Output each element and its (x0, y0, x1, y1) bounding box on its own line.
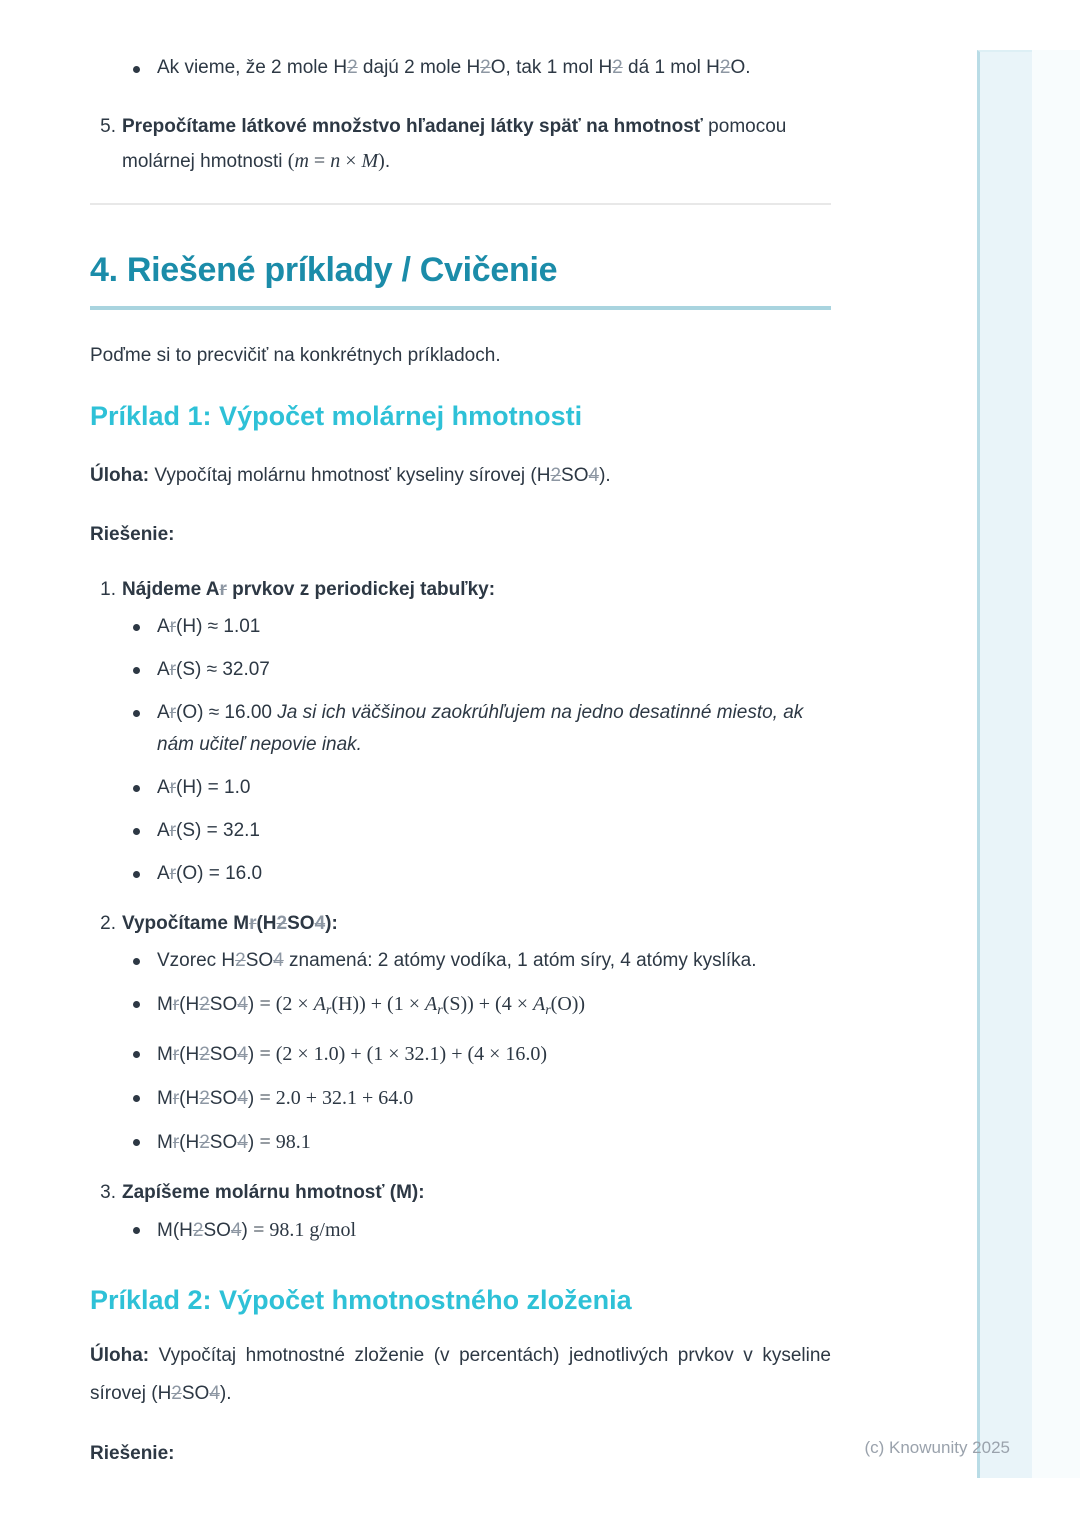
list-item-text: Mr(H2SO4) = (2 × 1.0) + (1 × 32.1) + (4 × 16.0) (157, 1043, 548, 1065)
example1-task: Úloha: Vypočítaj molárnu hmotnosť kyseliny sírovej (H2SO4). (90, 465, 611, 486)
list-item (122, 858, 831, 890)
list-item-text: M(H2SO4) = 98.1 g/mol (157, 1219, 357, 1241)
list-item-text: Mr(H2SO4) = 98.1 (157, 1131, 311, 1153)
list-item (122, 1126, 831, 1159)
list-item (122, 697, 831, 761)
copyright-watermark: (c) Knowunity 2025 (864, 1438, 1010, 1457)
list-item-text: Ar(S) = 32.1 (157, 820, 260, 841)
section-divider (90, 203, 831, 205)
list-item-text: Ar(H) = 1.0 (157, 777, 251, 798)
example2-solution-label: Riešenie: (90, 1443, 175, 1464)
list-item (122, 1082, 831, 1115)
step-title: Vypočítame Mr(H2SO4): (122, 913, 338, 934)
numbered-item-5 (90, 109, 831, 179)
step3-bullet-list (122, 1214, 831, 1247)
intro-paragraph: Poďme si to precvičiť na konkrétnych príkladoch. (90, 345, 501, 366)
list-item (122, 988, 831, 1027)
list-number: 2. (100, 913, 116, 934)
list-item-text: Ak vieme, že 2 mole H2 dajú 2 mole H2O, tak 1 mol H2 dá 1 mol H2O. (157, 57, 751, 78)
list-item (122, 815, 831, 847)
intro-bullet-list (122, 53, 831, 83)
example1-solution-label: Riešenie: (90, 524, 175, 545)
next-page-preview-band (977, 50, 1032, 1478)
list-item-text: Ar(O) = 16.0 (157, 863, 263, 884)
example2-task: Úloha: Vypočítaj hmotnostné zloženie (v percentách) jednotlivých prvkov v kyseline sírovej (H2SO4). (90, 1345, 831, 1404)
list-item (122, 611, 831, 643)
step-title: Nájdeme Ar prvkov z periodickej tabuľky: (122, 579, 496, 600)
solution-step-3 (90, 1178, 831, 1258)
list-number: 5. (100, 116, 116, 137)
list-item-text: Ar(H) ≈ 1.01 (157, 616, 261, 637)
solution-step-1 (90, 575, 831, 901)
list-number: 3. (100, 1182, 116, 1203)
list-item (122, 654, 831, 686)
solution-step-2 (90, 909, 831, 1170)
list-item-text: Mr(H2SO4) = 2.0 + 32.1 + 64.0 (157, 1087, 414, 1109)
step-title: Zapíšeme molárnu hmotnosť (M): (122, 1182, 425, 1203)
numbered-item-text: Prepočítame látkové množstvo hľadanej látky späť na hmotnosť pomocou molárnej hmotnosti (m = n × M). (122, 116, 787, 172)
document-content (90, 0, 831, 1469)
list-item (122, 53, 831, 83)
list-item (122, 772, 831, 804)
list-item-text: Ar(S) ≈ 32.07 (157, 659, 270, 680)
list-item-text: Ar(O) ≈ 16.00 Ja si ich väčšinou zaokrúhľujem na jedno desatinné miesto, ak nám učiteľ nepovie inak. (157, 702, 804, 755)
step2-bullet-list (122, 945, 831, 1159)
example2-heading: Príklad 2: Výpočet hmotnostného zloženia (90, 1285, 632, 1315)
section-heading: 4. Riešené príklady / Cvičenie (90, 251, 831, 310)
example1-heading: Príklad 1: Výpočet molárnej hmotnosti (90, 401, 583, 431)
list-item-text: $Mr(H2SO4) = (2 \times A_r(H)) + (1 \times A_r(S)) + (4 \times A_r(O))$ (157, 993, 586, 1018)
page-edge-outer-band (1032, 50, 1080, 1478)
list-item (122, 1214, 831, 1247)
list-item-text: Vzorec H2SO4 znamená: 2 atómy vodíka, 1 atóm síry, 4 atómy kyslíka. (157, 950, 757, 971)
list-item (122, 945, 831, 977)
list-item (122, 1038, 831, 1071)
step1-bullet-list (122, 611, 831, 890)
list-number: 1. (100, 579, 116, 600)
